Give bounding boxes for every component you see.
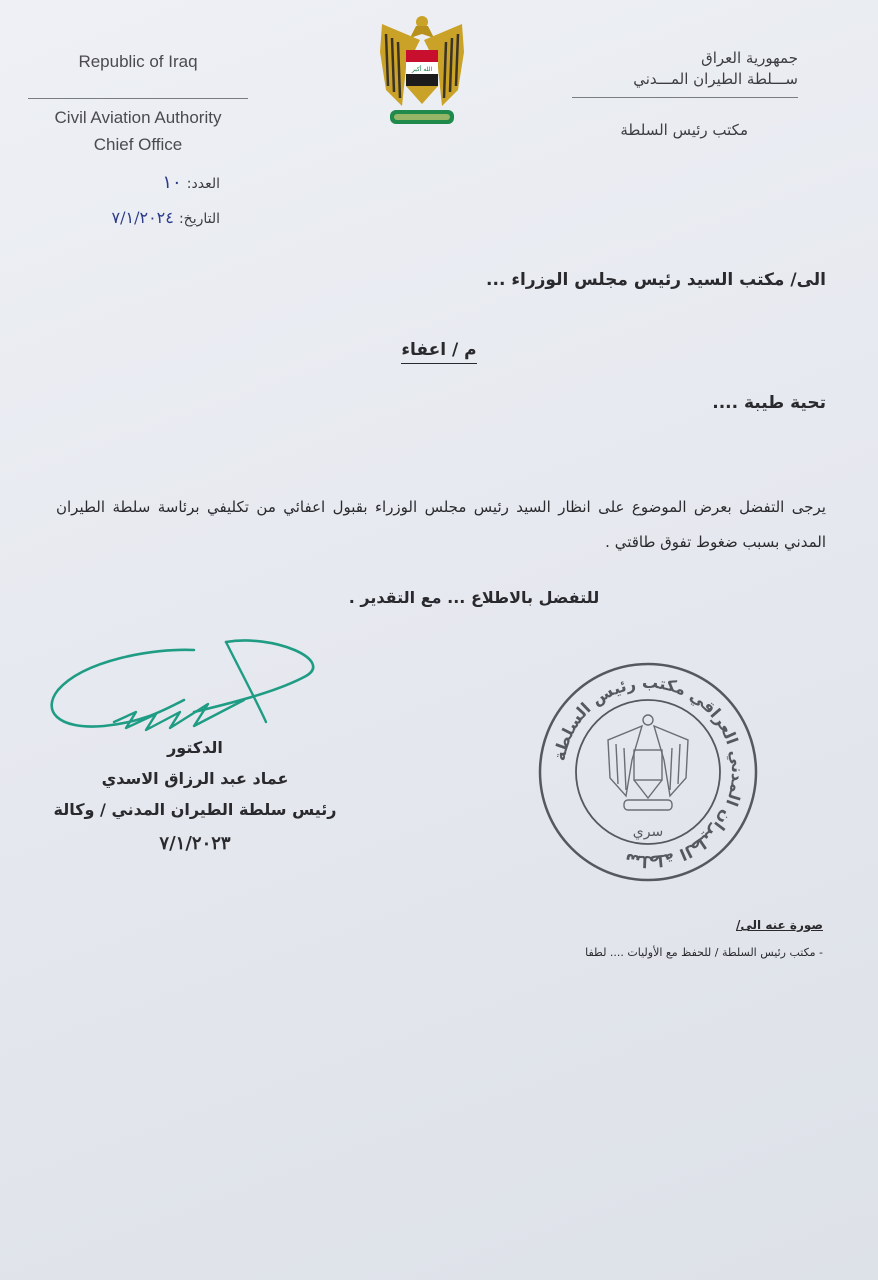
- stamp-ring-text: سلطة الطيران المدني العراقي مكتب رئيس السلطة: [549, 672, 748, 872]
- stamp-center-text: سري: [632, 824, 664, 840]
- signer-name: عماد عبد الرزاق الاسدي: [101, 769, 289, 789]
- official-stamp-icon: [536, 660, 760, 884]
- reference-date-label: التاريخ:: [178, 211, 220, 227]
- svg-text:الله أكبر: الله أكبر: [411, 66, 433, 73]
- signer-title: الدكتور: [167, 738, 223, 757]
- letter-greeting: تحية طيبة ....: [712, 393, 826, 413]
- copy-title: صورة عنه الى/: [736, 918, 823, 932]
- header-left: [28, 52, 248, 72]
- signer-date: ٧/١/٢٠٢٣: [159, 832, 231, 854]
- header-right: [558, 48, 798, 90]
- header-right-country: جمهورية العراق: [701, 49, 798, 67]
- signer-block: [30, 732, 360, 861]
- letter-body: يرجى التفضل بعرض الموضوع على انظار السيد رئيس مجلس الوزراء بقبول اعفائي من تكليفي برئاسة سلطة الطيران المدني بسبب ضغوط تفوق طاقتي .: [56, 498, 826, 552]
- header-left-divider: [28, 98, 248, 99]
- copy-item: - مكتب رئيس السلطة / للحفظ مع الأوليات .... لطفا: [585, 946, 823, 959]
- reference-number-value: ١٠: [162, 172, 182, 193]
- iraq-eagle-emblem-icon: [376, 12, 468, 130]
- reference-number-label: العدد:: [186, 176, 220, 192]
- reference-date-value: ٧/١/٢٠٢٤: [111, 208, 174, 227]
- header-left-authority-block: [28, 104, 248, 158]
- header-left-authority: Civil Aviation Authority: [54, 108, 222, 127]
- letter-subject-text: م / اعفاء: [401, 340, 476, 364]
- reference-date: [60, 208, 220, 227]
- letter-closing: [0, 588, 878, 607]
- header-right-divider: [572, 97, 798, 98]
- header-right-authority: ســـلطة الطيران المـــدني: [633, 70, 798, 88]
- signer-position: رئيس سلطة الطيران المدني / وكالة: [53, 800, 337, 820]
- letter-subject: [0, 340, 878, 360]
- header-right-office: مكتب رئيس السلطة: [620, 121, 748, 139]
- letter-addressee: الى/ مكتب السيد رئيس مجلس الوزراء ...: [486, 270, 826, 290]
- header-left-country: Republic of Iraq: [78, 52, 198, 71]
- signature-icon: [44, 630, 334, 745]
- header-left-office: Chief Office: [93, 135, 183, 155]
- letter-closing-text: للتفضل بالاطلاع ... مع التقدير .: [348, 588, 600, 607]
- reference-number: [110, 172, 220, 193]
